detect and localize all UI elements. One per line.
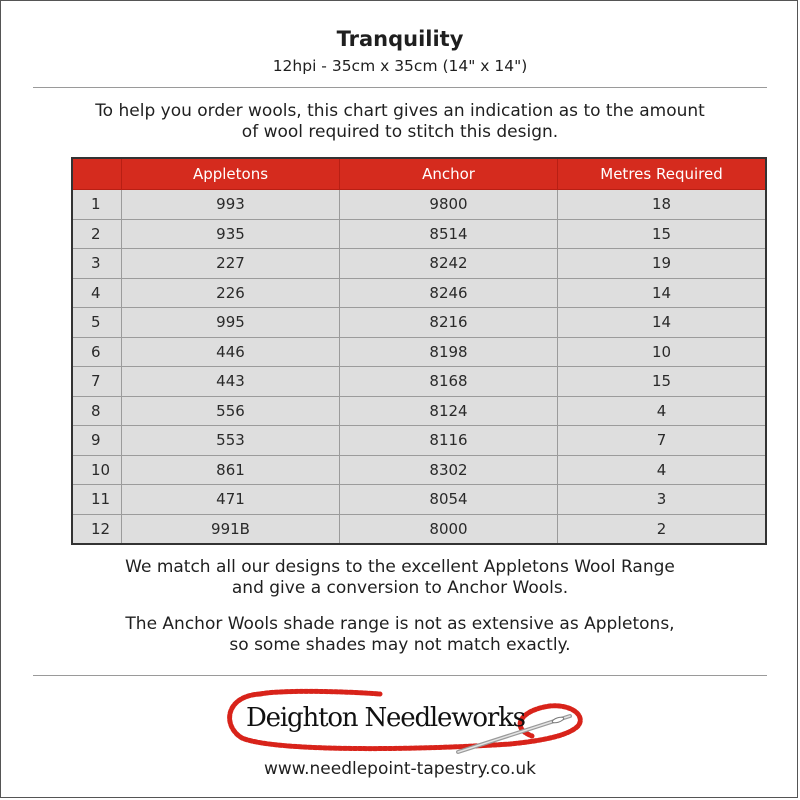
logo-wordmark: Deighton Needleworks (246, 703, 526, 733)
intro-line-2: of wool required to stitch this design. (241, 122, 559, 142)
anchor-cell: 8116 (340, 426, 558, 456)
table-row (72, 278, 766, 308)
metres-cell: 19 (558, 249, 767, 279)
range-note-line-1: The Anchor Wools shade range is not as extensive as Appletons, (125, 614, 675, 634)
metres-cell: 4 (558, 396, 767, 426)
anchor-cell: 8216 (340, 308, 558, 338)
appletons-cell: 995 (122, 308, 340, 338)
website-url[interactable]: www.needlepoint-tapestry.co.uk (263, 759, 537, 779)
row-index-cell: 5 (72, 308, 122, 338)
range-note (60, 614, 740, 656)
col-header-anchor: Anchor (340, 158, 558, 190)
row-index-cell: 2 (72, 219, 122, 249)
row-index-cell: 10 (72, 455, 122, 485)
appletons-cell: 991B (122, 514, 340, 544)
metres-cell: 15 (558, 367, 767, 397)
intro-text (80, 101, 720, 143)
anchor-cell: 8124 (340, 396, 558, 426)
col-header-appletons: Appletons (122, 158, 340, 190)
metres-cell: 14 (558, 308, 767, 338)
appletons-cell: 443 (122, 367, 340, 397)
wool-table (71, 157, 767, 545)
intro-line-1: To help you order wools, this chart gives an indication as to the amount (95, 101, 705, 121)
anchor-cell: 8242 (340, 249, 558, 279)
appletons-cell: 446 (122, 337, 340, 367)
table-row (72, 367, 766, 397)
appletons-cell: 226 (122, 278, 340, 308)
anchor-cell: 9800 (340, 190, 558, 220)
metres-cell: 14 (558, 278, 767, 308)
metres-cell: 10 (558, 337, 767, 367)
metres-cell: 15 (558, 219, 767, 249)
metres-cell: 2 (558, 514, 767, 544)
appletons-cell: 553 (122, 426, 340, 456)
row-index-cell: 1 (72, 190, 122, 220)
row-index-cell: 3 (72, 249, 122, 279)
appletons-cell: 227 (122, 249, 340, 279)
match-note (60, 557, 740, 599)
table-row (72, 426, 766, 456)
row-index-cell: 4 (72, 278, 122, 308)
col-header-metres: Metres Required (558, 158, 767, 190)
anchor-cell: 8054 (340, 485, 558, 515)
row-index-cell: 12 (72, 514, 122, 544)
metres-cell: 7 (558, 426, 767, 456)
table-row (72, 249, 766, 279)
row-index-cell: 8 (72, 396, 122, 426)
table-row (72, 514, 766, 544)
bottom-divider (33, 675, 767, 676)
row-index-cell: 11 (72, 485, 122, 515)
appletons-cell: 993 (122, 190, 340, 220)
design-title: Tranquility (336, 27, 464, 51)
table-row (72, 485, 766, 515)
match-note-line-2: and give a conversion to Anchor Wools. (231, 578, 569, 598)
appletons-cell: 861 (122, 455, 340, 485)
table-row (72, 219, 766, 249)
table-row (72, 455, 766, 485)
top-divider (33, 87, 767, 88)
anchor-cell: 8168 (340, 367, 558, 397)
metres-cell: 3 (558, 485, 767, 515)
anchor-cell: 8000 (340, 514, 558, 544)
match-note-line-1: We match all our designs to the excellent Appletons Wool Range (125, 557, 675, 577)
table-row (72, 308, 766, 338)
table-row (72, 337, 766, 367)
range-note-line-2: so some shades may not match exactly. (229, 635, 571, 655)
table-row (72, 396, 766, 426)
anchor-cell: 8246 (340, 278, 558, 308)
metres-cell: 18 (558, 190, 767, 220)
row-index-cell: 9 (72, 426, 122, 456)
anchor-cell: 8514 (340, 219, 558, 249)
col-header-index (72, 158, 122, 190)
deighton-needleworks-logo (220, 686, 588, 756)
row-index-cell: 6 (72, 337, 122, 367)
anchor-cell: 8198 (340, 337, 558, 367)
table-row (72, 190, 766, 220)
table-header-row (72, 158, 766, 190)
design-size: 12hpi - 35cm x 35cm (14" x 14") (272, 57, 528, 75)
metres-cell: 4 (558, 455, 767, 485)
appletons-cell: 935 (122, 219, 340, 249)
appletons-cell: 556 (122, 396, 340, 426)
row-index-cell: 7 (72, 367, 122, 397)
anchor-cell: 8302 (340, 455, 558, 485)
appletons-cell: 471 (122, 485, 340, 515)
